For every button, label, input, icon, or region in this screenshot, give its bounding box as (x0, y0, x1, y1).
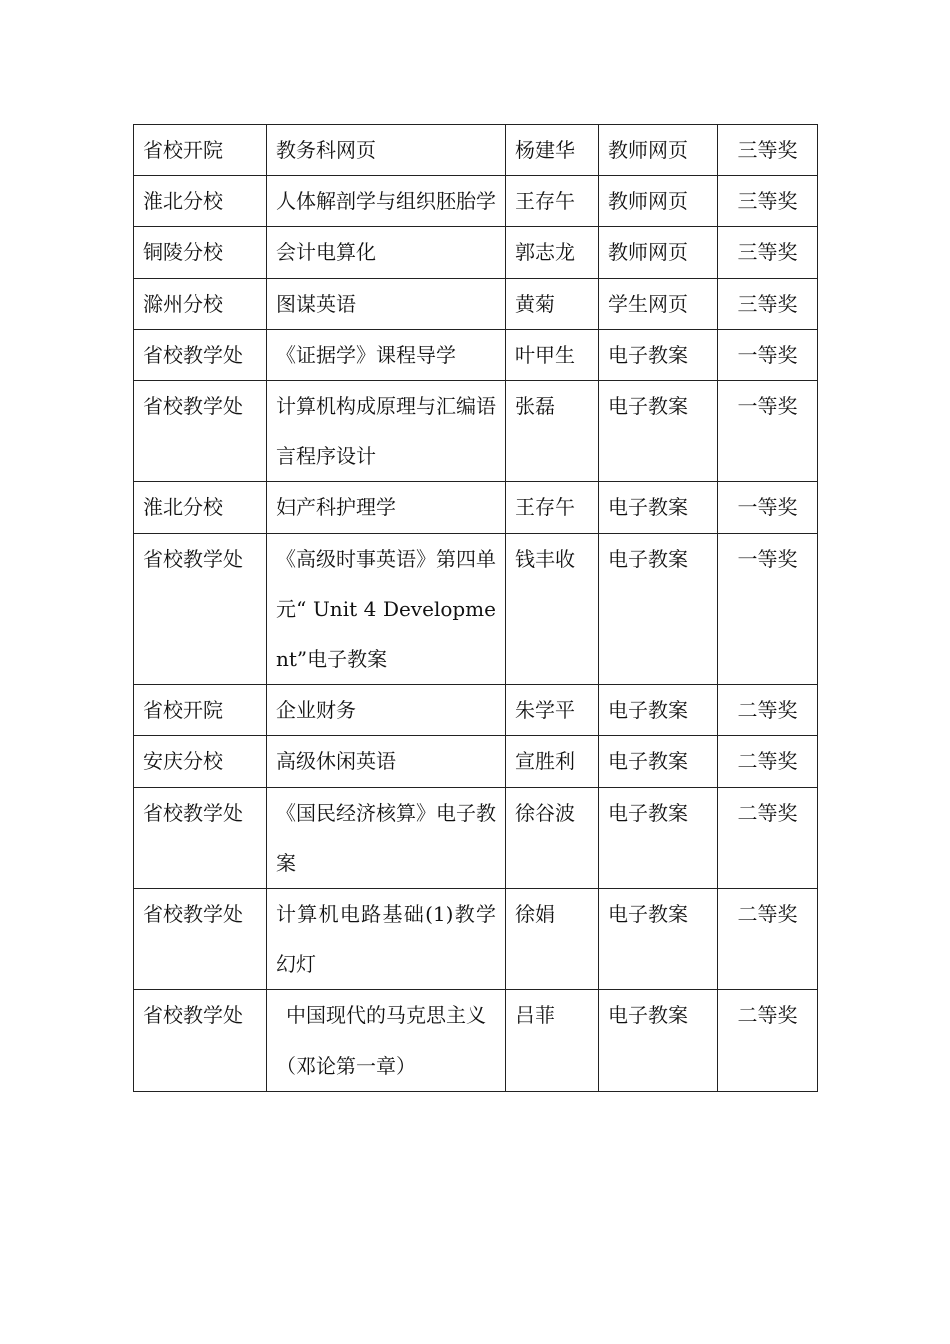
award-cell: 三等奖 (718, 125, 818, 176)
awards-table (133, 124, 818, 1092)
unit-cell: 铜陵分校 (134, 227, 267, 278)
table-row (134, 736, 818, 787)
category-cell: 电子教案 (599, 787, 718, 888)
table-row (134, 227, 818, 278)
title-cell: 企业财务 (267, 685, 506, 736)
author-cell: 朱学平 (506, 685, 599, 736)
unit-cell: 淮北分校 (134, 482, 267, 533)
unit-cell: 淮北分校 (134, 176, 267, 227)
award-cell: 三等奖 (718, 176, 818, 227)
unit-cell: 安庆分校 (134, 736, 267, 787)
award-cell: 三等奖 (718, 227, 818, 278)
table-row (134, 990, 818, 1091)
category-cell: 电子教案 (599, 533, 718, 685)
title-cell: 计算机构成原理与汇编语言程序设计 (267, 381, 506, 482)
table-row (134, 787, 818, 888)
unit-cell: 滁州分校 (134, 278, 267, 329)
author-cell: 钱丰收 (506, 533, 599, 685)
title-cell: 会计电算化 (267, 227, 506, 278)
award-cell: 一等奖 (718, 482, 818, 533)
award-cell: 三等奖 (718, 278, 818, 329)
category-cell: 电子教案 (599, 482, 718, 533)
unit-cell: 省校教学处 (134, 787, 267, 888)
author-cell: 徐谷波 (506, 787, 599, 888)
title-cell: 高级休闲英语 (267, 736, 506, 787)
title-cell: 《国民经济核算》电子教案 (267, 787, 506, 888)
award-cell: 一等奖 (718, 533, 818, 685)
title-cell: 《高级时事英语》第四单元“ Unit 4 Development”电子教案 (267, 533, 506, 685)
category-cell: 电子教案 (599, 990, 718, 1091)
table-row (134, 278, 818, 329)
table-row (134, 685, 818, 736)
award-cell: 一等奖 (718, 329, 818, 380)
category-cell: 教师网页 (599, 176, 718, 227)
award-cell: 二等奖 (718, 736, 818, 787)
table-row (134, 176, 818, 227)
unit-cell: 省校教学处 (134, 329, 267, 380)
title-cell: 妇产科护理学 (267, 482, 506, 533)
unit-cell: 省校教学处 (134, 990, 267, 1091)
category-cell: 电子教案 (599, 329, 718, 380)
table-row (134, 125, 818, 176)
author-cell: 黄菊 (506, 278, 599, 329)
title-cell: 《证据学》课程导学 (267, 329, 506, 380)
author-cell: 郭志龙 (506, 227, 599, 278)
table-row (134, 889, 818, 990)
unit-cell: 省校教学处 (134, 533, 267, 685)
award-cell: 一等奖 (718, 381, 818, 482)
title-cell: 教务科网页 (267, 125, 506, 176)
unit-cell: 省校教学处 (134, 381, 267, 482)
author-cell: 吕菲 (506, 990, 599, 1091)
table-row (134, 381, 818, 482)
category-cell: 电子教案 (599, 685, 718, 736)
award-cell: 二等奖 (718, 787, 818, 888)
author-cell: 杨建华 (506, 125, 599, 176)
award-cell: 二等奖 (718, 685, 818, 736)
author-cell: 宣胜利 (506, 736, 599, 787)
unit-cell: 省校开院 (134, 125, 267, 176)
category-cell: 学生网页 (599, 278, 718, 329)
author-cell: 张磊 (506, 381, 599, 482)
category-cell: 教师网页 (599, 125, 718, 176)
table-row (134, 533, 818, 685)
table-row (134, 482, 818, 533)
category-cell: 电子教案 (599, 381, 718, 482)
unit-cell: 省校开院 (134, 685, 267, 736)
table-row (134, 329, 818, 380)
unit-cell: 省校教学处 (134, 889, 267, 990)
title-cell: 人体解剖学与组织胚胎学 (267, 176, 506, 227)
title-cell: 中国现代的马克思主义（邓论第一章） (267, 990, 506, 1091)
category-cell: 教师网页 (599, 227, 718, 278)
award-cell: 二等奖 (718, 990, 818, 1091)
title-cell: 图谋英语 (267, 278, 506, 329)
author-cell: 王存午 (506, 176, 599, 227)
award-cell: 二等奖 (718, 889, 818, 990)
category-cell: 电子教案 (599, 736, 718, 787)
author-cell: 徐娟 (506, 889, 599, 990)
author-cell: 叶甲生 (506, 329, 599, 380)
title-cell: 计算机电路基础(1)教学幻灯 (267, 889, 506, 990)
author-cell: 王存午 (506, 482, 599, 533)
category-cell: 电子教案 (599, 889, 718, 990)
